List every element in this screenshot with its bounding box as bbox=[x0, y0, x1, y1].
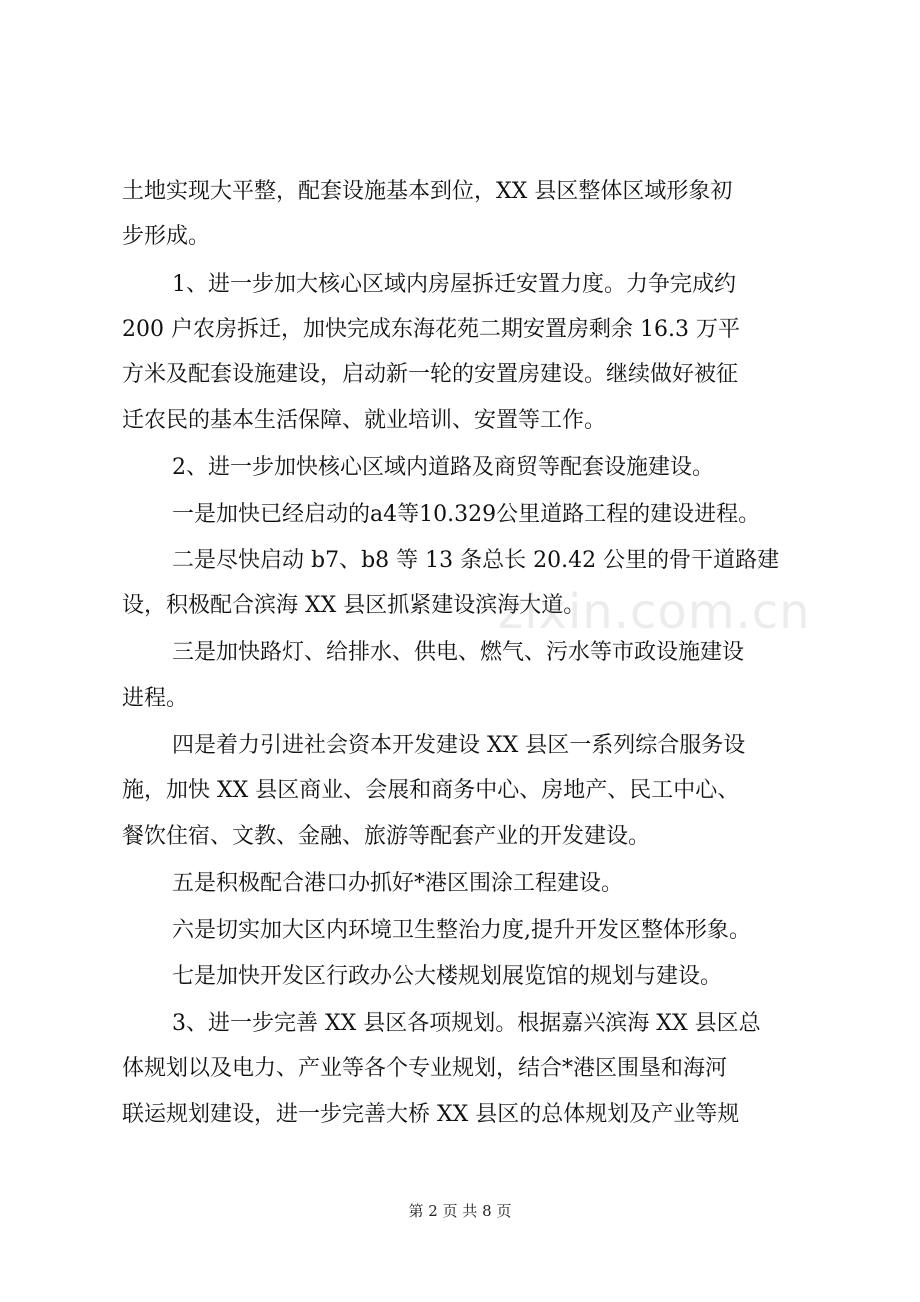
text-line: 体规划以及电力、产业等各个专业规划，结合*港区围垦和海河 bbox=[122, 1056, 728, 1081]
text-line: 联运规划建设，进一步完善大桥 XX 县区的总体规划及产业等规 bbox=[122, 1102, 740, 1127]
text-line: 一是加快已经启动的a4等10.329公里道路工程的建设进程。 bbox=[172, 502, 761, 527]
text-line: 3、进一步完善 XX 县区各项规划。根据嘉兴滨海 XX 县区总 bbox=[172, 1011, 761, 1036]
text-line: 餐饮住宿、文教、金融、旅游等配套产业的开发建设。 bbox=[122, 824, 651, 849]
text-line: 六是切实加大区内环境卫生整治力度,提升开发区整体形象。 bbox=[172, 918, 751, 943]
text-line: 二是尽快启动 b7、b8 等 13 条总长 20.42 公里的骨干道路建 bbox=[172, 548, 780, 573]
text-line: 四是着力引进社会资本开发建设 XX 县区一系列综合服务设 bbox=[172, 733, 746, 758]
text-line: 方米及配套设施建设，启动新一轮的安置房建设。继续做好被征 bbox=[122, 362, 739, 387]
text-line: 2、进一步加快核心区域内道路及商贸等配套设施建设。 bbox=[172, 455, 714, 480]
text-line: 迁农民的基本生活保障、就业培训、安置等工作。 bbox=[122, 408, 607, 433]
text-line: 施，加快 XX 县区商业、会展和商务中心、房地产、民工中心、 bbox=[122, 778, 740, 803]
text-line: 七是加快开发区行政办公大楼规划展览馆的规划与建设。 bbox=[172, 964, 723, 989]
text-line: 步形成。 bbox=[122, 224, 211, 249]
text-line: 五是积极配合港口办抓好*港区围涂工程建设。 bbox=[172, 871, 624, 896]
text-line: 设，积极配合滨海 XX 县区抓紧建设滨海大道。 bbox=[122, 593, 586, 618]
text-line: 进程。 bbox=[122, 686, 189, 711]
watermark: zixin.com.cn bbox=[498, 584, 811, 640]
text-line: 土地实现大平整，配套设施基本到位，XX 县区整体区域形象初 bbox=[122, 179, 733, 204]
text-line: 1、进一步加大核心区域内房屋拆迁安置力度。力争完成约 bbox=[172, 272, 736, 297]
text-line: 200 户农房拆迁，加快完成东海花苑二期安置房剩余 16.3 万平 bbox=[122, 317, 740, 342]
text-line: 三是加快路灯、给排水、供电、燃气、污水等市政设施建设 bbox=[172, 640, 745, 665]
page-footer: 第 2 页 共 8 页 bbox=[408, 1202, 512, 1220]
